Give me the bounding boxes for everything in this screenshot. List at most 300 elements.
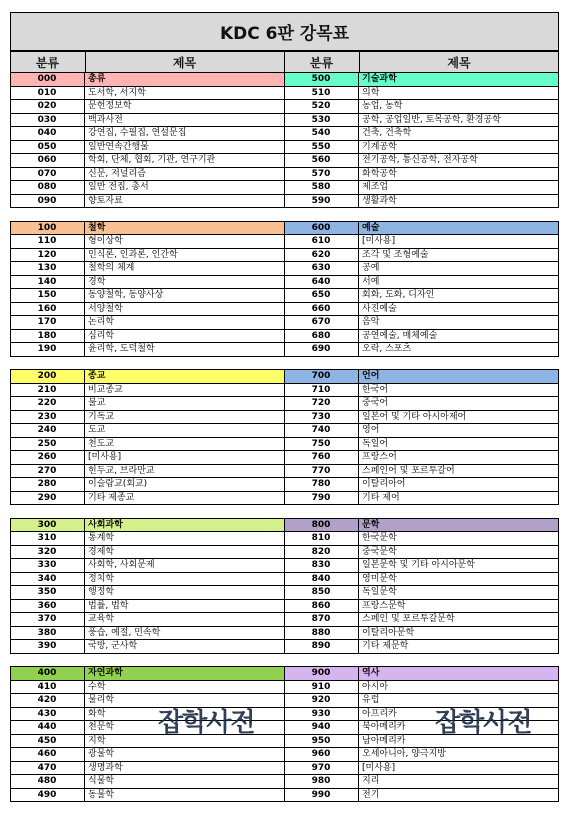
class-title: 한국어 — [362, 384, 389, 395]
class-title: 스페인 및 포르투갈문학 — [362, 614, 455, 624]
class-code: 120 — [10, 249, 85, 262]
table-row — [10, 775, 284, 789]
table-row — [10, 681, 284, 695]
class-code: 640 — [284, 276, 359, 289]
class-code: 890 — [284, 640, 359, 653]
class-code: 810 — [284, 532, 359, 545]
table-row — [284, 789, 559, 803]
class-title: 영미문학 — [362, 573, 397, 584]
class-title: 생명과학 — [88, 762, 123, 773]
table-row — [284, 141, 559, 155]
table-border — [284, 222, 285, 357]
kdc-table — [10, 12, 559, 804]
table-row — [10, 276, 284, 290]
class-title: 철학 — [88, 222, 106, 233]
class-title: 기타 제종교 — [88, 492, 135, 503]
class-code: 000 — [10, 73, 85, 86]
header-code-right: 분류 — [284, 51, 359, 73]
table-row — [10, 748, 284, 762]
class-title: 영어 — [362, 425, 380, 435]
table-border — [284, 667, 285, 802]
class-title: 문헌정보학 — [88, 101, 132, 111]
class-code: 400 — [10, 667, 85, 680]
class-code: 500 — [284, 73, 359, 86]
table-row — [10, 384, 284, 398]
table-row — [10, 789, 284, 803]
class-title: 기독교 — [88, 411, 115, 422]
header-border — [10, 51, 11, 73]
class-title: 남아메리카 — [362, 735, 406, 746]
table-row — [10, 316, 284, 330]
header-code-left: 분류 — [10, 51, 85, 73]
class-code: 520 — [284, 100, 359, 113]
table-row — [284, 640, 559, 654]
class-title: 향토자료 — [88, 195, 123, 206]
class-code: 910 — [284, 681, 359, 694]
section-header-row — [10, 667, 284, 681]
header-border — [359, 51, 360, 73]
class-code: 430 — [10, 708, 85, 721]
class-code: 380 — [10, 627, 85, 640]
class-code: 480 — [10, 775, 85, 788]
table-row — [10, 168, 284, 182]
class-title: 공학, 공업일반, 토목공학, 환경공학 — [362, 114, 501, 125]
class-code: 110 — [10, 235, 85, 248]
table-row — [284, 181, 559, 195]
table-row — [284, 289, 559, 303]
class-code: 150 — [10, 289, 85, 302]
class-title: 일반 전집, 총서 — [88, 182, 149, 192]
class-title: 힌두교, 브라만교 — [88, 465, 155, 476]
table-border — [558, 519, 559, 654]
table-row — [10, 465, 284, 479]
class-code: 850 — [284, 586, 359, 599]
class-title: 지리 — [362, 776, 380, 786]
table-row — [10, 586, 284, 600]
class-code: 990 — [284, 789, 359, 802]
header-border — [558, 51, 559, 73]
class-title: 도교 — [88, 425, 106, 435]
table-row — [10, 411, 284, 425]
class-title: 독일문학 — [362, 587, 397, 597]
page-title: KDC 6판 강목표 — [10, 12, 559, 51]
watermark-text-left: 잡학사전 — [158, 708, 255, 738]
class-code: 800 — [284, 519, 359, 532]
class-title: 의학 — [362, 87, 380, 98]
class-code: 010 — [10, 87, 85, 100]
class-code: 490 — [10, 789, 85, 802]
class-code: 080 — [10, 181, 85, 194]
table-row — [284, 384, 559, 398]
class-title: 경학 — [88, 276, 106, 287]
class-title: 인식론, 인과론, 인간학 — [88, 249, 178, 260]
class-code: 020 — [10, 100, 85, 113]
table-row — [284, 235, 559, 249]
class-title: 기타 제문학 — [362, 641, 409, 651]
class-title: 언어 — [362, 371, 380, 381]
class-code: 140 — [10, 276, 85, 289]
table-border — [10, 667, 11, 802]
table-row — [10, 424, 284, 438]
table-row — [10, 559, 284, 573]
class-code: 900 — [284, 667, 359, 680]
class-code: 460 — [10, 748, 85, 761]
class-title: [미사용] — [88, 452, 122, 462]
class-code: 920 — [284, 694, 359, 707]
class-code: 530 — [284, 114, 359, 127]
class-title: 역사 — [362, 668, 380, 678]
table-row — [10, 114, 284, 128]
table-row — [10, 397, 284, 411]
class-code: 320 — [10, 546, 85, 559]
table-row — [284, 546, 559, 560]
table-row — [10, 532, 284, 546]
class-code: 090 — [10, 195, 85, 208]
table-row — [10, 87, 284, 101]
table-row — [284, 627, 559, 641]
class-code: 050 — [10, 141, 85, 154]
table-row — [10, 289, 284, 303]
table-row — [10, 546, 284, 560]
class-title: 경제학 — [88, 546, 115, 557]
class-code: 390 — [10, 640, 85, 653]
class-title: 자연과학 — [88, 668, 123, 678]
table-row — [284, 600, 559, 614]
table-row — [284, 397, 559, 411]
class-code: 770 — [284, 465, 359, 478]
header-border — [284, 51, 285, 73]
class-title: 행정학 — [88, 587, 115, 597]
class-code: 060 — [10, 154, 85, 167]
class-title: 기계공학 — [362, 141, 397, 152]
section-header-row — [284, 73, 559, 87]
class-code: 580 — [284, 181, 359, 194]
class-title: 아프리카 — [362, 708, 397, 719]
table-row — [284, 465, 559, 479]
class-code: 700 — [284, 370, 359, 383]
class-title: 신문, 저널리즘 — [88, 168, 146, 179]
class-code: 040 — [10, 127, 85, 140]
class-title: 스페인어 및 포르투갈어 — [362, 465, 455, 476]
class-code: 570 — [284, 168, 359, 181]
table-border — [284, 519, 285, 654]
class-code: 130 — [10, 262, 85, 275]
class-title: 광물학 — [88, 749, 115, 759]
class-title: 독일어 — [362, 438, 389, 449]
class-code: 620 — [284, 249, 359, 262]
table-row — [284, 451, 559, 465]
class-title: 이슬람교(회교) — [88, 479, 148, 489]
class-code: 370 — [10, 613, 85, 626]
table-row — [10, 451, 284, 465]
class-code: 160 — [10, 303, 85, 316]
class-code: 550 — [284, 141, 359, 154]
class-title: 논리학 — [88, 317, 115, 327]
class-code: 870 — [284, 613, 359, 626]
table-row — [284, 438, 559, 452]
class-code: 420 — [10, 694, 85, 707]
section-header-row — [10, 222, 284, 236]
class-code: 560 — [284, 154, 359, 167]
table-row — [284, 154, 559, 168]
class-title: 사회학, 사회문제 — [88, 560, 155, 570]
class-title: 전기 — [362, 789, 380, 800]
class-title: 전기공학, 통신공학, 전자공학 — [362, 155, 478, 165]
class-title: 아시아 — [362, 681, 389, 692]
class-title: 일반연속간행물 — [88, 141, 149, 152]
class-title: [미사용] — [362, 236, 396, 246]
table-row — [10, 343, 284, 357]
class-title: 공연예술, 매체예술 — [362, 330, 438, 341]
class-title: 음악 — [362, 317, 380, 327]
table-border — [558, 667, 559, 802]
table-row — [10, 249, 284, 263]
class-title: 중국문학 — [362, 546, 397, 557]
class-title: 물리학 — [88, 695, 115, 705]
class-code: 250 — [10, 438, 85, 451]
class-title: 풍습, 예절, 민속학 — [88, 627, 161, 638]
table-row — [284, 87, 559, 101]
class-title: 철학의 체계 — [88, 263, 135, 273]
table-row — [10, 330, 284, 344]
table-border — [558, 370, 559, 505]
class-code: 830 — [284, 559, 359, 572]
class-code: 340 — [10, 573, 85, 586]
table-row — [10, 195, 284, 209]
table-row — [284, 114, 559, 128]
class-code: 170 — [10, 316, 85, 329]
class-code: 780 — [284, 478, 359, 491]
table-row — [284, 559, 559, 573]
class-title: 교육학 — [88, 614, 115, 624]
class-code: 730 — [284, 411, 359, 424]
section-header-row — [284, 370, 559, 384]
class-code: 450 — [10, 735, 85, 748]
table-row — [10, 438, 284, 452]
class-title: 지학 — [88, 735, 106, 746]
class-title: 유럽 — [362, 695, 380, 705]
section-header-row — [10, 519, 284, 533]
table-row — [284, 775, 559, 789]
class-code: 180 — [10, 330, 85, 343]
class-title: 총류 — [88, 74, 106, 84]
class-code: 820 — [284, 546, 359, 559]
class-title: 예술 — [362, 222, 380, 233]
section-header-row — [284, 667, 559, 681]
class-code: 950 — [284, 735, 359, 748]
class-code: 290 — [10, 492, 85, 505]
class-title: 비교종교 — [88, 384, 123, 395]
class-title: 조각 및 조형예술 — [362, 249, 429, 260]
class-code: 660 — [284, 303, 359, 316]
table-row — [284, 532, 559, 546]
class-code: 350 — [10, 586, 85, 599]
class-code: 680 — [284, 330, 359, 343]
class-title: 농업, 농학 — [362, 101, 403, 111]
class-title: 오세아니아, 양극지방 — [362, 749, 446, 759]
table-row — [10, 181, 284, 195]
class-title: 서예 — [362, 276, 380, 287]
table-row — [284, 330, 559, 344]
class-title: 강연집, 수필집, 연설문집 — [88, 128, 187, 138]
header-border — [85, 51, 86, 73]
class-code: 300 — [10, 519, 85, 532]
class-title: 기타 제어 — [362, 492, 400, 503]
table-border — [10, 370, 11, 505]
class-title: 중국어 — [362, 398, 389, 408]
class-title: 서양철학 — [88, 303, 123, 314]
class-code: 940 — [284, 721, 359, 734]
class-title: 건축, 건축학 — [362, 128, 412, 138]
header-title-right: 제목 — [359, 51, 559, 73]
header-title-left: 제목 — [85, 51, 284, 73]
table-row — [284, 127, 559, 141]
class-title: 학회, 단체, 협회, 기관, 연구기관 — [88, 155, 216, 165]
class-title: 화학공학 — [362, 168, 397, 179]
table-row — [10, 492, 284, 506]
table-row — [10, 600, 284, 614]
class-code: 930 — [284, 708, 359, 721]
class-title: 종교 — [88, 371, 106, 381]
table-row — [284, 168, 559, 182]
table-row — [10, 100, 284, 114]
class-title: 형이상학 — [88, 236, 123, 246]
class-code: 100 — [10, 222, 85, 235]
class-code: 230 — [10, 411, 85, 424]
class-title: 오락, 스포츠 — [362, 344, 412, 354]
class-title: 일본어 및 기타 아시아제어 — [362, 411, 467, 422]
class-code: 310 — [10, 532, 85, 545]
class-code: 670 — [284, 316, 359, 329]
watermark-text-right: 잡학사전 — [435, 708, 532, 738]
table-row — [10, 262, 284, 276]
watermark-right — [435, 702, 531, 739]
class-code: 740 — [284, 424, 359, 437]
class-code: 980 — [284, 775, 359, 788]
class-title: 백과사전 — [88, 114, 123, 125]
class-title: 도서학, 서지학 — [88, 87, 146, 98]
table-row — [10, 627, 284, 641]
table-row — [10, 235, 284, 249]
class-title: [미사용] — [362, 762, 396, 773]
table-row — [284, 762, 559, 776]
table-row — [284, 100, 559, 114]
class-title: 천문학 — [88, 722, 115, 732]
class-title: 이탈리아어 — [362, 479, 406, 489]
class-title: 국방, 군사학 — [88, 641, 138, 651]
table-row — [284, 262, 559, 276]
class-code: 280 — [10, 478, 85, 491]
class-code: 610 — [284, 235, 359, 248]
class-code: 470 — [10, 762, 85, 775]
class-title: 회화, 도화, 디자인 — [362, 290, 435, 300]
class-code: 330 — [10, 559, 85, 572]
class-code: 710 — [284, 384, 359, 397]
class-title: 불교 — [88, 398, 106, 408]
table-row — [284, 276, 559, 290]
table-row — [284, 316, 559, 330]
watermark-left — [158, 702, 254, 739]
class-code: 590 — [284, 195, 359, 208]
class-title: 수학 — [88, 681, 106, 692]
table-row — [10, 478, 284, 492]
class-title: 제조업 — [362, 182, 389, 192]
class-code: 210 — [10, 384, 85, 397]
table-row — [10, 573, 284, 587]
class-title: 화학 — [88, 708, 106, 719]
class-code: 880 — [284, 627, 359, 640]
section-header-row — [284, 519, 559, 533]
class-code: 260 — [10, 451, 85, 464]
class-title: 윤리학, 도덕철학 — [88, 344, 155, 354]
table-border — [284, 73, 285, 208]
class-code: 750 — [284, 438, 359, 451]
table-row — [284, 195, 559, 209]
class-title: 프랑스어 — [362, 452, 397, 462]
class-title: 정치학 — [88, 573, 115, 584]
table-row — [284, 411, 559, 425]
class-title: 이탈리아문학 — [362, 627, 415, 638]
class-code: 410 — [10, 681, 85, 694]
table-border — [284, 370, 285, 505]
class-code: 440 — [10, 721, 85, 734]
table-row — [284, 343, 559, 357]
class-title: 천도교 — [88, 438, 115, 449]
class-title: 심리학 — [88, 330, 115, 341]
table-row — [10, 127, 284, 141]
table-row — [284, 748, 559, 762]
class-code: 030 — [10, 114, 85, 127]
table-row — [10, 762, 284, 776]
table-row — [284, 424, 559, 438]
class-title: 일본문학 및 기타 아시아문학 — [362, 560, 475, 570]
table-row — [10, 640, 284, 654]
class-title: 사회과학 — [88, 519, 123, 530]
class-code: 650 — [284, 289, 359, 302]
class-code: 630 — [284, 262, 359, 275]
table-row — [10, 303, 284, 317]
class-title: 동물학 — [88, 789, 115, 800]
class-code: 960 — [284, 748, 359, 761]
class-code: 860 — [284, 600, 359, 613]
class-title: 사진예술 — [362, 303, 397, 314]
class-title: 프랑스문학 — [362, 600, 406, 611]
class-title: 법률, 법학 — [88, 600, 129, 611]
table-row — [10, 613, 284, 627]
section-header-row — [284, 222, 559, 236]
class-title: 한국문학 — [362, 533, 397, 543]
class-title: 공예 — [362, 263, 380, 273]
table-border — [10, 519, 11, 654]
class-code: 790 — [284, 492, 359, 505]
table-border — [10, 222, 11, 357]
class-code: 200 — [10, 370, 85, 383]
class-code: 760 — [284, 451, 359, 464]
table-row — [10, 154, 284, 168]
class-code: 970 — [284, 762, 359, 775]
class-title: 생활과학 — [362, 195, 397, 206]
class-code: 190 — [10, 343, 85, 356]
table-row — [284, 303, 559, 317]
table-row — [284, 249, 559, 263]
table-row — [284, 492, 559, 506]
class-title: 북아메리카 — [362, 722, 406, 732]
class-code: 070 — [10, 168, 85, 181]
section-header-row — [10, 370, 284, 384]
class-code: 270 — [10, 465, 85, 478]
class-code: 720 — [284, 397, 359, 410]
class-title: 문학 — [362, 519, 380, 530]
